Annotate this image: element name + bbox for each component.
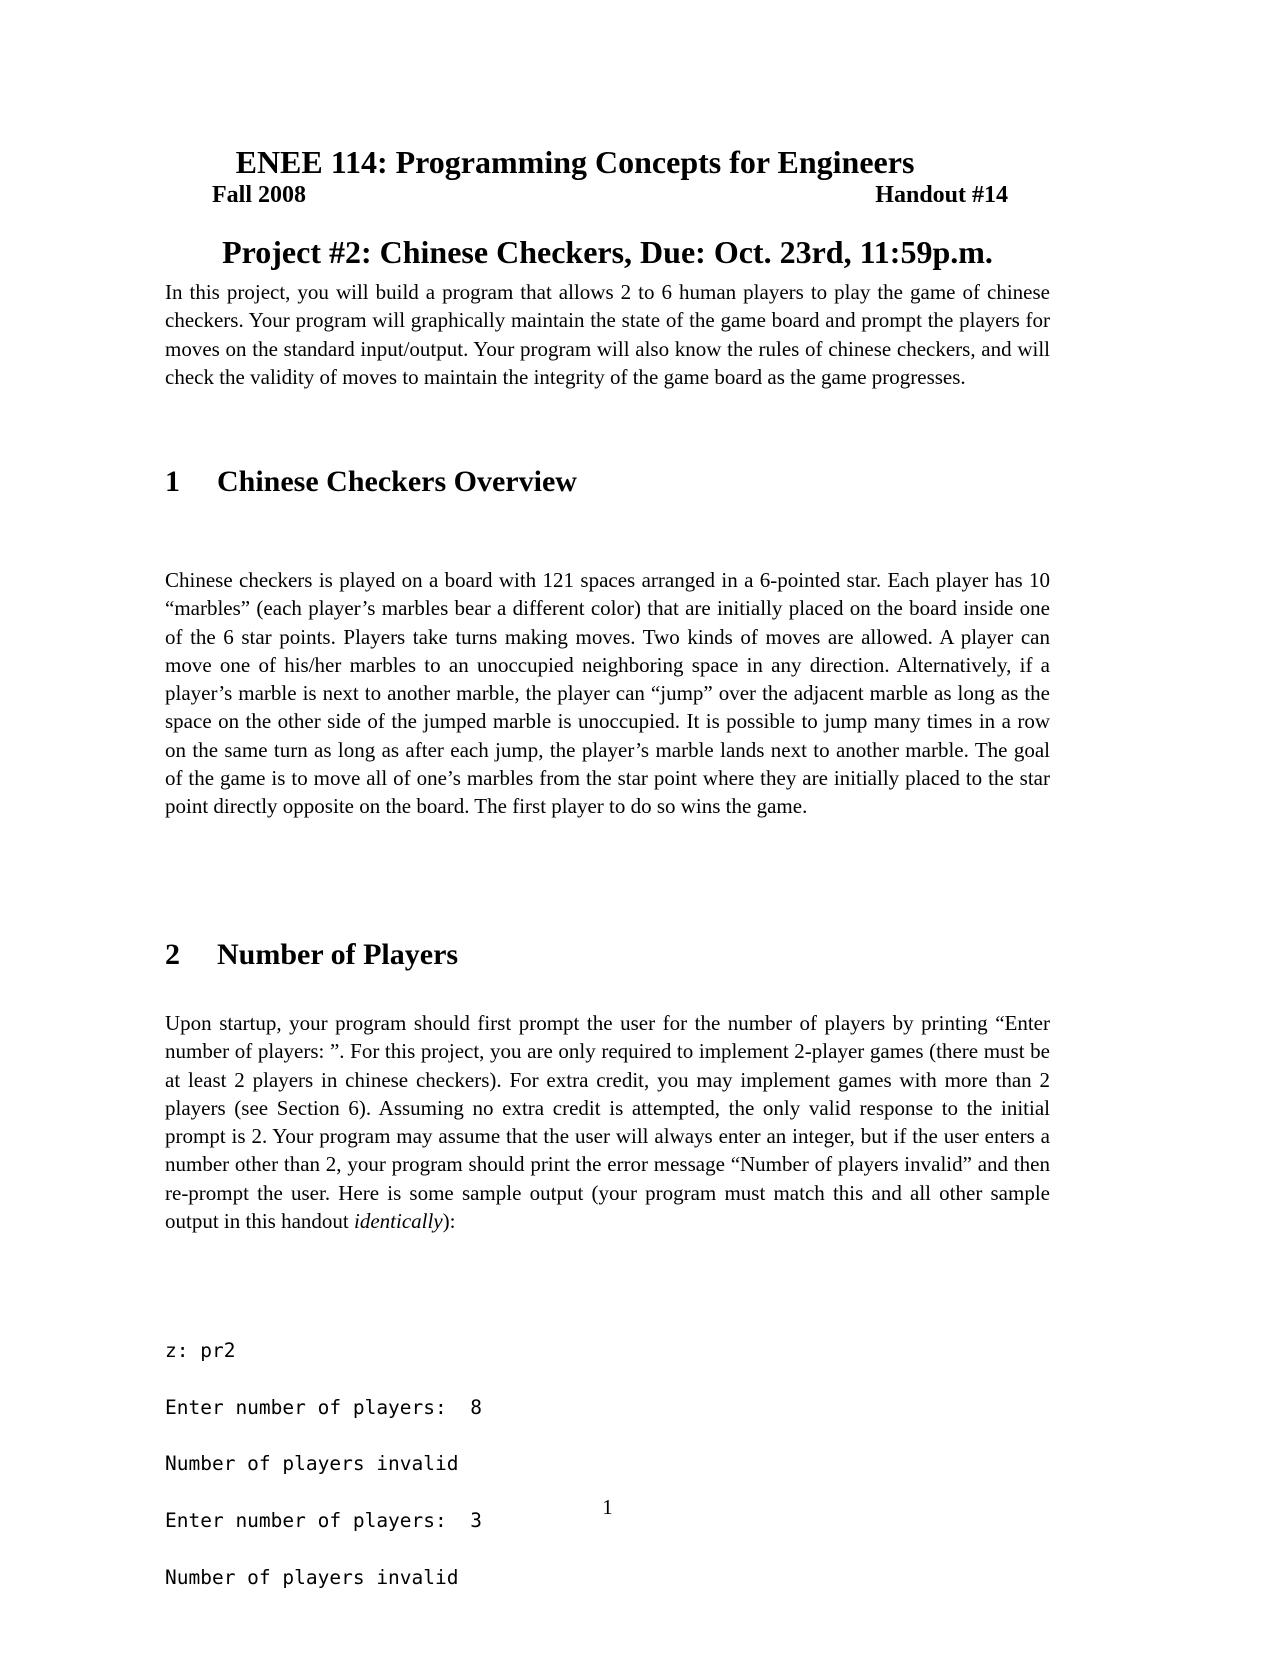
code-line: Number of players invalid <box>165 1565 459 1589</box>
section-1-heading <box>165 465 577 499</box>
sample-output-block <box>165 1309 482 1620</box>
section-2-number: 2 <box>165 938 180 971</box>
section-2-heading <box>165 938 458 972</box>
code-line: Enter number of players: 3 <box>165 1509 482 1533</box>
section-1-title: Chinese Checkers Overview <box>217 465 577 498</box>
course-title: ENEE 114: Programming Concepts for Engineers <box>235 144 915 180</box>
project-title: Project #2: Chinese Checkers, Due: Oct. 23rd, 11:59p.m. <box>222 234 993 270</box>
section-1-paragraph: Chinese checkers is played on a board with 121 spaces arranged in a 6-pointed star. Each player has 10 “marbles” (each player’s marbles bear a different color) that are initially placed on the board inside one of the 6 star points. Players take turns making moves. Two kinds of moves are allowed. A player can move one of his/her marbles to an unoccupied neighboring space in any direction. Alternatively, if a player’s marble is next to another marble, the player can “jump” over the adjacent marble as long as the space on the other side of the jumped marble is unoccupied. It is possible to jump many times in a row on the same turn as long as after each jump, the player’s marble lands next to another marble. The goal of the game is to move all of one’s marbles from the star point where they are initially placed to the star point directly opposite on the board. The first player to do so wins the game. <box>165 568 1050 819</box>
page-number: 1 <box>602 1495 613 1519</box>
section-2-text: Upon startup, your program should first prompt the user for the number of players by printing “Enter number of players: ”. For this project, you are only required to implement 2-player games (there must be at least 2 players in chinese checkers). For extra credit, you may implement games with more than 2 players (see Section 6). Assuming no extra credit is attempted, the only valid response to the initial prompt is 2. Your program may assume that the user will always enter an integer, but if the user enters a number other than 2, your program should print the error message “Number of players invalid” and then re-prompt the user. Here is some sample output (your program must match this and all other sample output in this handout <box>165 1011 1050 1234</box>
code-line: Enter number of players: 8 <box>165 1395 482 1419</box>
term-label: Fall 2008 <box>212 182 306 208</box>
section-2-title: Number of Players <box>217 938 459 971</box>
section-1-number: 1 <box>165 465 180 498</box>
section-2-text-end: ): <box>442 1209 456 1234</box>
emphasis-identically: identically <box>354 1209 443 1234</box>
handout-number: Handout #14 <box>875 182 1008 208</box>
section-2-paragraph <box>165 1009 1050 1235</box>
intro-paragraph: In this project, you will build a program that allows 2 to 6 human players to play the game of chinese checkers. Your program will graphically maintain the state of the game board and prompt the players for moves on the standard input/output. Your program will also know the rules of chinese checkers, and will check the validity of moves to maintain the integrity of the game board as the game progresses. <box>165 280 1050 389</box>
code-line: z: pr2 <box>165 1339 236 1363</box>
code-line: Number of players invalid <box>165 1452 459 1476</box>
